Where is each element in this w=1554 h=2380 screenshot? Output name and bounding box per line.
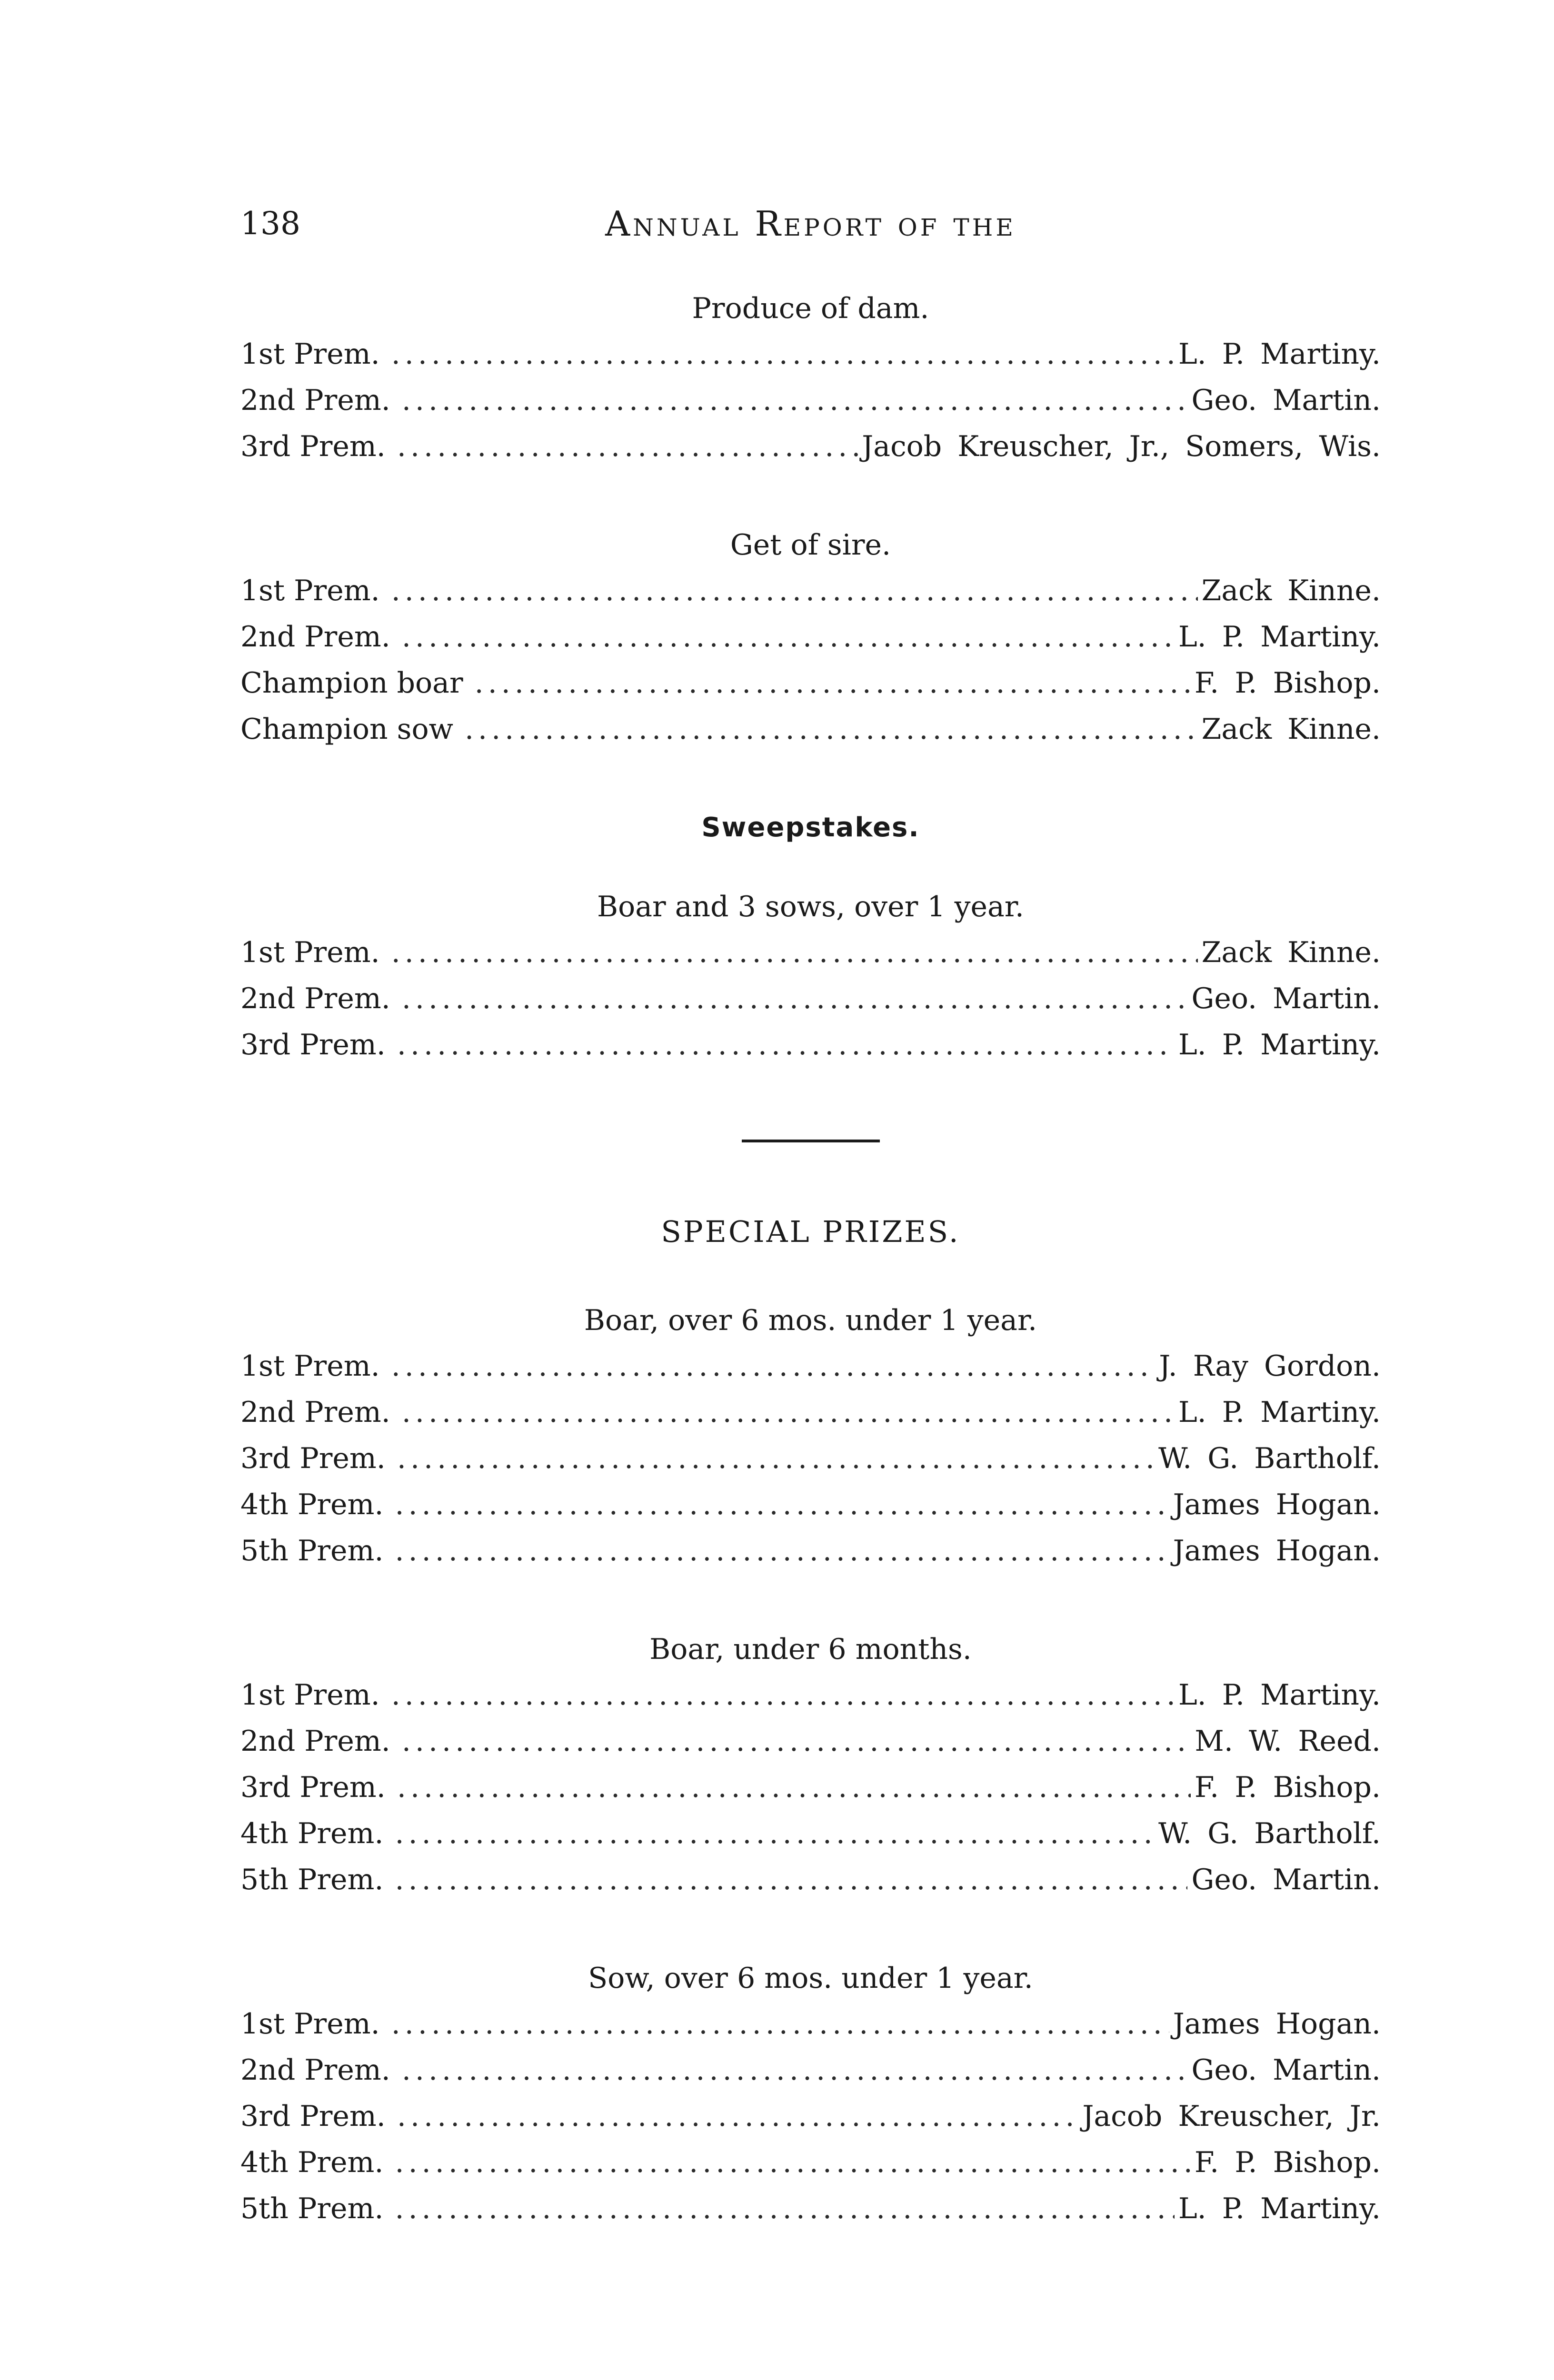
section-heading: Produce of dam.: [692, 292, 929, 325]
award-label: 3rd Prem.: [240, 2100, 386, 2133]
award-winner: L. P. Martiny.: [1178, 2192, 1381, 2225]
award-winner: W. G. Bartholf.: [1158, 1442, 1381, 1475]
award-label: 4th Prem.: [240, 1488, 384, 1521]
dot-leader: [391, 568, 1198, 614]
award-entry: [240, 1436, 1381, 1482]
award-entry: [240, 1528, 1381, 1574]
award-label: 2nd Prem.: [240, 384, 390, 417]
special-prizes-title: SPECIAL PRIZES.: [661, 1214, 960, 1249]
page-content: [240, 286, 1381, 2232]
award-label: 2nd Prem.: [240, 982, 390, 1015]
dot-leader: [397, 1765, 1191, 1811]
section-heading: Boar, over 6 mos. under 1 year.: [584, 1304, 1037, 1337]
award-winner: Zack Kinne.: [1201, 936, 1381, 969]
section-boar-over-6-months: [240, 1298, 1381, 1574]
section-sweepstakes: [240, 805, 1381, 1068]
award-label: 5th Prem.: [240, 1534, 384, 1567]
award-label: 1st Prem.: [240, 1678, 380, 1712]
award-label: 5th Prem.: [240, 2192, 384, 2225]
award-entry: [240, 930, 1381, 976]
award-winner: Geo. Martin.: [1191, 2053, 1381, 2087]
dot-leader: [395, 2140, 1191, 2186]
dot-leader: [391, 331, 1175, 377]
award-entry: [240, 1857, 1381, 1903]
award-entry: [240, 976, 1381, 1022]
award-entry: [240, 660, 1381, 706]
dot-leader: [397, 2093, 1078, 2140]
page-title: Annual Report of the: [605, 204, 1016, 244]
award-winner: F. P. Bishop.: [1194, 666, 1381, 700]
running-head: [240, 195, 1381, 252]
section-heading: Get of sire.: [730, 528, 891, 562]
dot-leader: [395, 2186, 1175, 2232]
award-winner: F. P. Bishop.: [1194, 1771, 1381, 1804]
award-label: 3rd Prem.: [240, 1028, 386, 1061]
award-entry: [240, 614, 1381, 660]
award-label: Champion boar: [240, 666, 463, 700]
page-number: 138: [240, 205, 300, 242]
award-entry: [240, 1343, 1381, 1389]
award-winner: Zack Kinne.: [1201, 713, 1381, 746]
section-boar-under-6-months: [240, 1626, 1381, 1903]
dot-leader: [402, 1389, 1175, 1436]
award-entry: [240, 1672, 1381, 1718]
section-sow-over-6-months: [240, 1955, 1381, 2232]
award-winner: L. P. Martiny.: [1178, 620, 1381, 654]
sweepstakes-title: Sweepstakes.: [701, 812, 920, 843]
award-entry: [240, 706, 1381, 753]
award-winner: L. P. Martiny.: [1178, 1028, 1381, 1061]
award-winner: James Hogan.: [1173, 2007, 1381, 2041]
award-winner: Jacob Kreuscher, Jr.: [1082, 2100, 1381, 2133]
award-label: 3rd Prem.: [240, 1771, 386, 1804]
section-produce-of-dam: [240, 286, 1381, 470]
dot-leader: [397, 1022, 1175, 1068]
dot-leader: [402, 976, 1188, 1022]
award-winner: M. W. Reed.: [1195, 1725, 1381, 1758]
award-entry: [240, 2047, 1381, 2093]
award-entry: [240, 568, 1381, 614]
award-winner: James Hogan.: [1173, 1534, 1381, 1567]
award-winner: W. G. Bartholf.: [1158, 1817, 1381, 1850]
award-label: 2nd Prem.: [240, 1725, 390, 1758]
dot-leader: [397, 1436, 1155, 1482]
spacer: [240, 753, 1381, 805]
award-entry: [240, 1482, 1381, 1528]
dot-leader: [397, 424, 858, 470]
award-label: 1st Prem.: [240, 574, 380, 607]
dot-leader: [395, 1482, 1169, 1528]
award-entry: [240, 1718, 1381, 1765]
dot-leader: [475, 660, 1191, 706]
spacer: [240, 1255, 1381, 1298]
award-winner: L. P. Martiny.: [1178, 1678, 1381, 1712]
dot-leader: [402, 1718, 1191, 1765]
award-entry: [240, 1765, 1381, 1811]
award-entry: [240, 424, 1381, 470]
dot-leader: [391, 930, 1198, 976]
award-label: 5th Prem.: [240, 1863, 384, 1896]
dot-leader: [395, 1857, 1188, 1903]
award-winner: James Hogan.: [1173, 1488, 1381, 1521]
award-entry: [240, 2093, 1381, 2140]
award-winner: L. P. Martiny.: [1178, 1396, 1381, 1429]
dot-leader: [391, 2001, 1169, 2047]
dot-leader: [402, 377, 1188, 424]
award-winner: J. Ray Gordon.: [1159, 1349, 1381, 1383]
award-winner: Jacob Kreuscher, Jr., Somers, Wis.: [862, 430, 1381, 463]
section-get-of-sire: [240, 522, 1381, 753]
award-label: Champion sow: [240, 713, 453, 746]
award-label: 3rd Prem.: [240, 1442, 386, 1475]
award-winner: Geo. Martin.: [1191, 982, 1381, 1015]
award-entry: [240, 1022, 1381, 1068]
award-entry: [240, 2186, 1381, 2232]
award-label: 2nd Prem.: [240, 2053, 390, 2087]
award-label: 3rd Prem.: [240, 430, 386, 463]
award-label: 1st Prem.: [240, 337, 380, 371]
award-entry: [240, 331, 1381, 377]
spacer: [240, 851, 1381, 884]
award-entry: [240, 2001, 1381, 2047]
award-label: 1st Prem.: [240, 1349, 380, 1383]
award-label: 1st Prem.: [240, 936, 380, 969]
dot-leader: [402, 2047, 1188, 2093]
spacer: [240, 470, 1381, 522]
spacer: [240, 1574, 1381, 1626]
dot-leader: [402, 614, 1175, 660]
award-label: 2nd Prem.: [240, 620, 390, 654]
spacer: [240, 1142, 1381, 1209]
award-winner: F. P. Bishop.: [1194, 2146, 1381, 2179]
award-winner: L. P. Martiny.: [1178, 337, 1381, 371]
dot-leader: [391, 1343, 1156, 1389]
dot-leader: [465, 706, 1198, 753]
award-label: 2nd Prem.: [240, 1396, 390, 1429]
spacer: [240, 1903, 1381, 1955]
award-winner: Geo. Martin.: [1191, 1863, 1381, 1896]
award-entry: [240, 1389, 1381, 1436]
award-label: 4th Prem.: [240, 2146, 384, 2179]
section-heading: Boar, under 6 months.: [649, 1633, 972, 1666]
section-heading: Boar and 3 sows, over 1 year.: [597, 890, 1024, 923]
dot-leader: [395, 1811, 1155, 1857]
award-winner: Geo. Martin.: [1191, 384, 1381, 417]
dot-leader: [395, 1528, 1169, 1574]
award-winner: Zack Kinne.: [1201, 574, 1381, 607]
dot-leader: [391, 1672, 1175, 1718]
award-label: 1st Prem.: [240, 2007, 380, 2041]
award-entry: [240, 2140, 1381, 2186]
section-heading: Sow, over 6 mos. under 1 year.: [588, 1962, 1033, 1995]
award-label: 4th Prem.: [240, 1817, 384, 1850]
award-entry: [240, 1811, 1381, 1857]
spacer: [240, 1068, 1381, 1140]
award-entry: [240, 377, 1381, 424]
